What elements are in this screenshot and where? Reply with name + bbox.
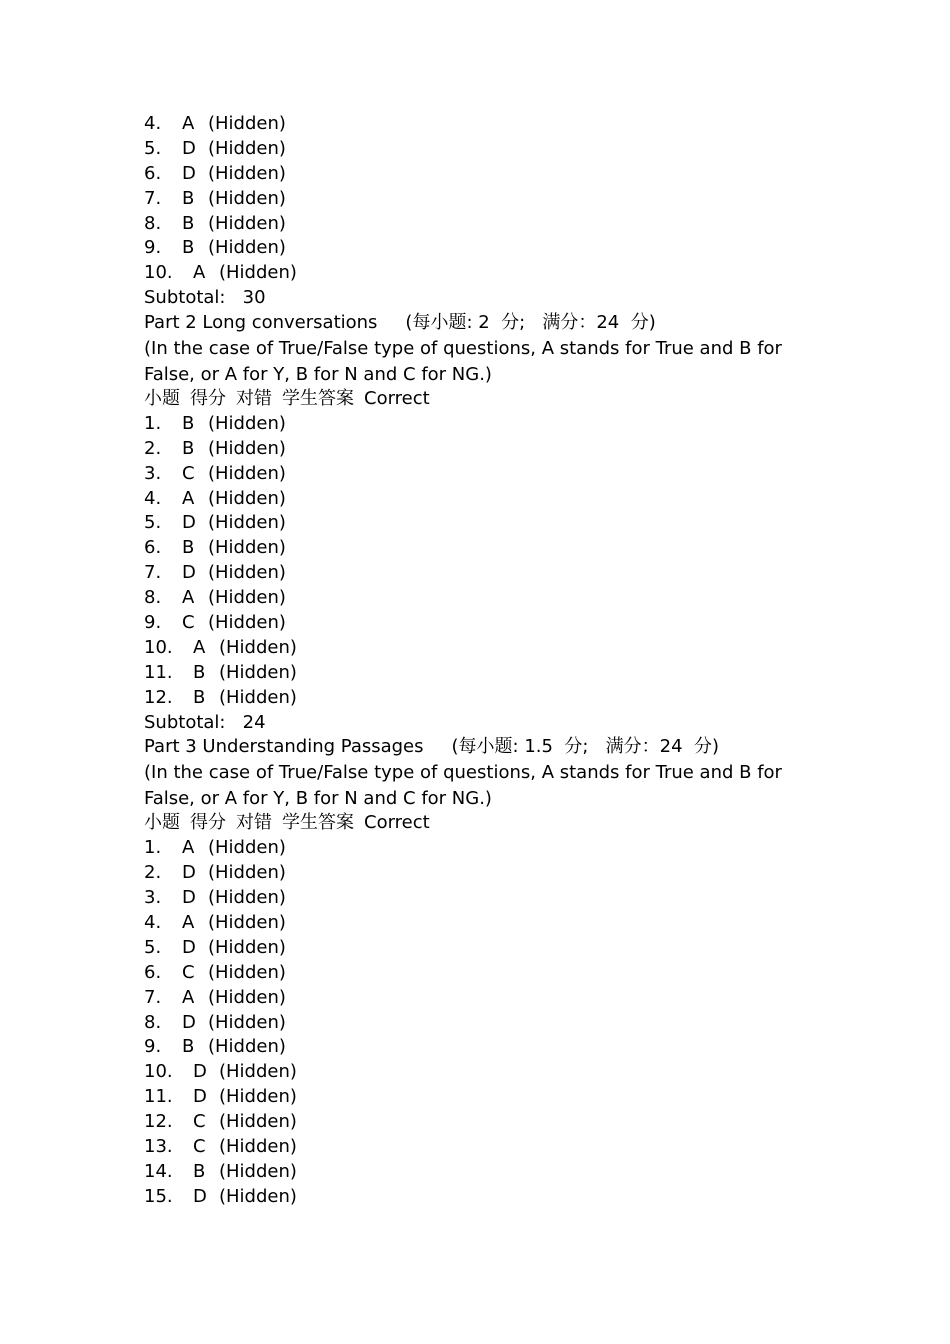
- subtotal-label: Subtotal:: [144, 287, 226, 309]
- student-answer: C: [182, 612, 195, 634]
- answer-row: [144, 686, 824, 711]
- student-answer: D: [182, 887, 196, 909]
- question-number: 14.: [144, 1160, 173, 1182]
- question-number: 12.: [144, 686, 173, 708]
- correct-answer-hidden: (Hidden): [208, 936, 286, 958]
- answer-row: [144, 1185, 824, 1210]
- column-header: Correct: [364, 812, 430, 834]
- correct-answer-hidden: (Hidden): [208, 113, 286, 134]
- question-number: 9.: [144, 612, 162, 634]
- answer-row: [144, 911, 824, 936]
- student-answer: D: [193, 1061, 207, 1083]
- question-number: 5.: [144, 512, 162, 534]
- correct-answer-hidden: (Hidden): [219, 1111, 297, 1133]
- question-number: 9.: [144, 1036, 162, 1058]
- column-header: 学生答案: [282, 388, 354, 410]
- question-number: 3.: [144, 462, 162, 484]
- part3-answer-list: [144, 836, 824, 1209]
- answer-row: [144, 636, 824, 661]
- part2-column-headers: [144, 387, 824, 412]
- subtotal-label: Subtotal:: [144, 711, 226, 733]
- correct-answer-hidden: (Hidden): [208, 911, 286, 933]
- correct-answer-hidden: (Hidden): [208, 212, 286, 234]
- question-number: 5.: [144, 137, 162, 159]
- part3-scoring: (每小题: 1.5 分; 满分：24 分): [451, 736, 719, 758]
- student-answer: C: [193, 1111, 206, 1133]
- answer-row: [144, 1011, 824, 1036]
- answer-row: [144, 886, 824, 911]
- correct-answer-hidden: (Hidden): [219, 686, 297, 708]
- question-number: 13.: [144, 1135, 173, 1157]
- question-number: 6.: [144, 162, 162, 184]
- part3-title: Part 3 Understanding Passages: [144, 736, 424, 758]
- student-answer: A: [182, 986, 195, 1008]
- answer-row: [144, 112, 824, 137]
- correct-answer-hidden: (Hidden): [208, 887, 286, 909]
- correct-answer-hidden: (Hidden): [208, 862, 286, 884]
- question-number: 1.: [144, 412, 162, 434]
- student-answer: A: [182, 837, 195, 859]
- question-number: 15.: [144, 1185, 173, 1207]
- part1-subtotal: [144, 286, 824, 311]
- question-number: 4.: [144, 487, 162, 509]
- question-number: 6.: [144, 961, 162, 983]
- subtotal-value: 24: [242, 711, 266, 733]
- answer-sheet-page: [144, 112, 824, 1210]
- answer-row: [144, 511, 824, 536]
- correct-answer-hidden: (Hidden): [208, 562, 286, 584]
- answer-row: [144, 536, 824, 561]
- student-answer: D: [182, 562, 196, 584]
- answer-row: [144, 1135, 824, 1160]
- question-number: 10.: [144, 636, 173, 658]
- correct-answer-hidden: (Hidden): [208, 512, 286, 534]
- student-answer: B: [182, 1036, 195, 1058]
- correct-answer-hidden: (Hidden): [208, 986, 286, 1008]
- column-header: 得分: [190, 388, 226, 410]
- question-number: 12.: [144, 1111, 173, 1133]
- answer-row: [144, 462, 824, 487]
- correct-answer-hidden: (Hidden): [219, 1185, 297, 1207]
- column-header: 学生答案: [282, 812, 354, 834]
- correct-answer-hidden: (Hidden): [208, 237, 286, 259]
- part3-heading: [144, 735, 824, 760]
- student-answer: B: [182, 537, 195, 559]
- answer-row: [144, 986, 824, 1011]
- correct-answer-hidden: (Hidden): [208, 1036, 286, 1058]
- correct-answer-hidden: (Hidden): [208, 961, 286, 983]
- student-answer: B: [182, 187, 195, 209]
- question-number: 8.: [144, 212, 162, 234]
- correct-answer-hidden: (Hidden): [208, 437, 286, 459]
- question-number: 11.: [144, 1086, 173, 1108]
- correct-answer-hidden: (Hidden): [219, 1086, 297, 1108]
- question-number: 1.: [144, 837, 162, 859]
- answer-row: [144, 1160, 824, 1185]
- part2-scoring: (每小题: 2 分; 满分：24 分): [405, 312, 656, 334]
- question-number: 3.: [144, 887, 162, 909]
- question-number: 7.: [144, 562, 162, 584]
- column-header: 对错: [236, 812, 272, 834]
- column-header: 得分: [190, 812, 226, 834]
- student-answer: B: [182, 212, 195, 234]
- correct-answer-hidden: (Hidden): [208, 412, 286, 434]
- student-answer: A: [182, 487, 195, 509]
- column-header: 小题: [144, 388, 180, 410]
- question-number: 5.: [144, 936, 162, 958]
- question-number: 7.: [144, 986, 162, 1008]
- answer-row: [144, 412, 824, 437]
- correct-answer-hidden: (Hidden): [208, 1011, 286, 1033]
- correct-answer-hidden: (Hidden): [208, 187, 286, 209]
- correct-answer-hidden: (Hidden): [219, 661, 297, 683]
- answer-row: [144, 236, 824, 261]
- answer-row: [144, 561, 824, 586]
- student-answer: A: [182, 113, 195, 134]
- correct-answer-hidden: (Hidden): [208, 487, 286, 509]
- correct-answer-hidden: (Hidden): [219, 262, 297, 284]
- correct-answer-hidden: (Hidden): [208, 537, 286, 559]
- answer-row: [144, 961, 824, 986]
- question-number: 9.: [144, 237, 162, 259]
- part2-note: (In the case of True/False type of questions, A stands for True and B for False, or A for Y, B for N and C for NG.): [144, 338, 782, 385]
- column-header: 对错: [236, 388, 272, 410]
- student-answer: B: [182, 237, 195, 259]
- part2-answer-list: [144, 412, 824, 711]
- correct-answer-hidden: (Hidden): [208, 137, 286, 159]
- student-answer: B: [193, 686, 206, 708]
- question-number: 10.: [144, 262, 173, 284]
- correct-answer-hidden: (Hidden): [208, 837, 286, 859]
- question-number: 8.: [144, 1011, 162, 1033]
- answer-row: [144, 1110, 824, 1135]
- question-number: 6.: [144, 537, 162, 559]
- student-answer: B: [193, 661, 206, 683]
- student-answer: B: [182, 412, 195, 434]
- answer-row: [144, 187, 824, 212]
- student-answer: C: [182, 462, 195, 484]
- student-answer: D: [182, 862, 196, 884]
- answer-row: [144, 1085, 824, 1110]
- student-answer: D: [182, 512, 196, 534]
- question-number: 8.: [144, 587, 162, 609]
- correct-answer-hidden: (Hidden): [208, 462, 286, 484]
- subtotal-value: 30: [242, 287, 266, 309]
- student-answer: C: [193, 1135, 206, 1157]
- correct-answer-hidden: (Hidden): [208, 162, 286, 184]
- student-answer: D: [182, 1011, 196, 1033]
- student-answer: D: [193, 1185, 207, 1207]
- student-answer: D: [182, 936, 196, 958]
- part2-heading: [144, 311, 824, 336]
- correct-answer-hidden: (Hidden): [219, 1135, 297, 1157]
- question-number: 11.: [144, 661, 173, 683]
- correct-answer-hidden: (Hidden): [219, 636, 297, 658]
- question-number: 7.: [144, 187, 162, 209]
- answer-row: [144, 137, 824, 162]
- answer-row: [144, 212, 824, 237]
- answer-row: [144, 661, 824, 686]
- answer-row: [144, 1060, 824, 1085]
- correct-answer-hidden: (Hidden): [219, 1061, 297, 1083]
- column-header: 小题: [144, 812, 180, 834]
- student-answer: B: [193, 1160, 206, 1182]
- correct-answer-hidden: (Hidden): [208, 587, 286, 609]
- part1-answer-list: [144, 112, 824, 286]
- correct-answer-hidden: (Hidden): [208, 612, 286, 634]
- answer-row: [144, 487, 824, 512]
- student-answer: A: [193, 636, 206, 658]
- student-answer: B: [182, 437, 195, 459]
- answer-row: [144, 936, 824, 961]
- question-number: 2.: [144, 862, 162, 884]
- answer-row: [144, 437, 824, 462]
- student-answer: C: [182, 961, 195, 983]
- column-header: Correct: [364, 388, 430, 410]
- answer-row: [144, 162, 824, 187]
- student-answer: A: [193, 262, 206, 284]
- part3-note: (In the case of True/False type of questions, A stands for True and B for False, or A for Y, B for N and C for NG.): [144, 762, 782, 809]
- answer-row: [144, 861, 824, 886]
- answer-row: [144, 586, 824, 611]
- correct-answer-hidden: (Hidden): [219, 1160, 297, 1182]
- question-number: 4.: [144, 911, 162, 933]
- answer-row: [144, 261, 824, 286]
- student-answer: A: [182, 911, 195, 933]
- answer-row: [144, 611, 824, 636]
- student-answer: A: [182, 587, 195, 609]
- question-number: 4.: [144, 113, 162, 134]
- part2-subtotal: [144, 711, 824, 736]
- student-answer: D: [193, 1086, 207, 1108]
- answer-row: [144, 836, 824, 861]
- part2-title: Part 2 Long conversations: [144, 312, 378, 334]
- question-number: 2.: [144, 437, 162, 459]
- question-number: 10.: [144, 1061, 173, 1083]
- student-answer: D: [182, 162, 196, 184]
- student-answer: D: [182, 137, 196, 159]
- answer-row: [144, 1035, 824, 1060]
- part3-column-headers: [144, 811, 824, 836]
